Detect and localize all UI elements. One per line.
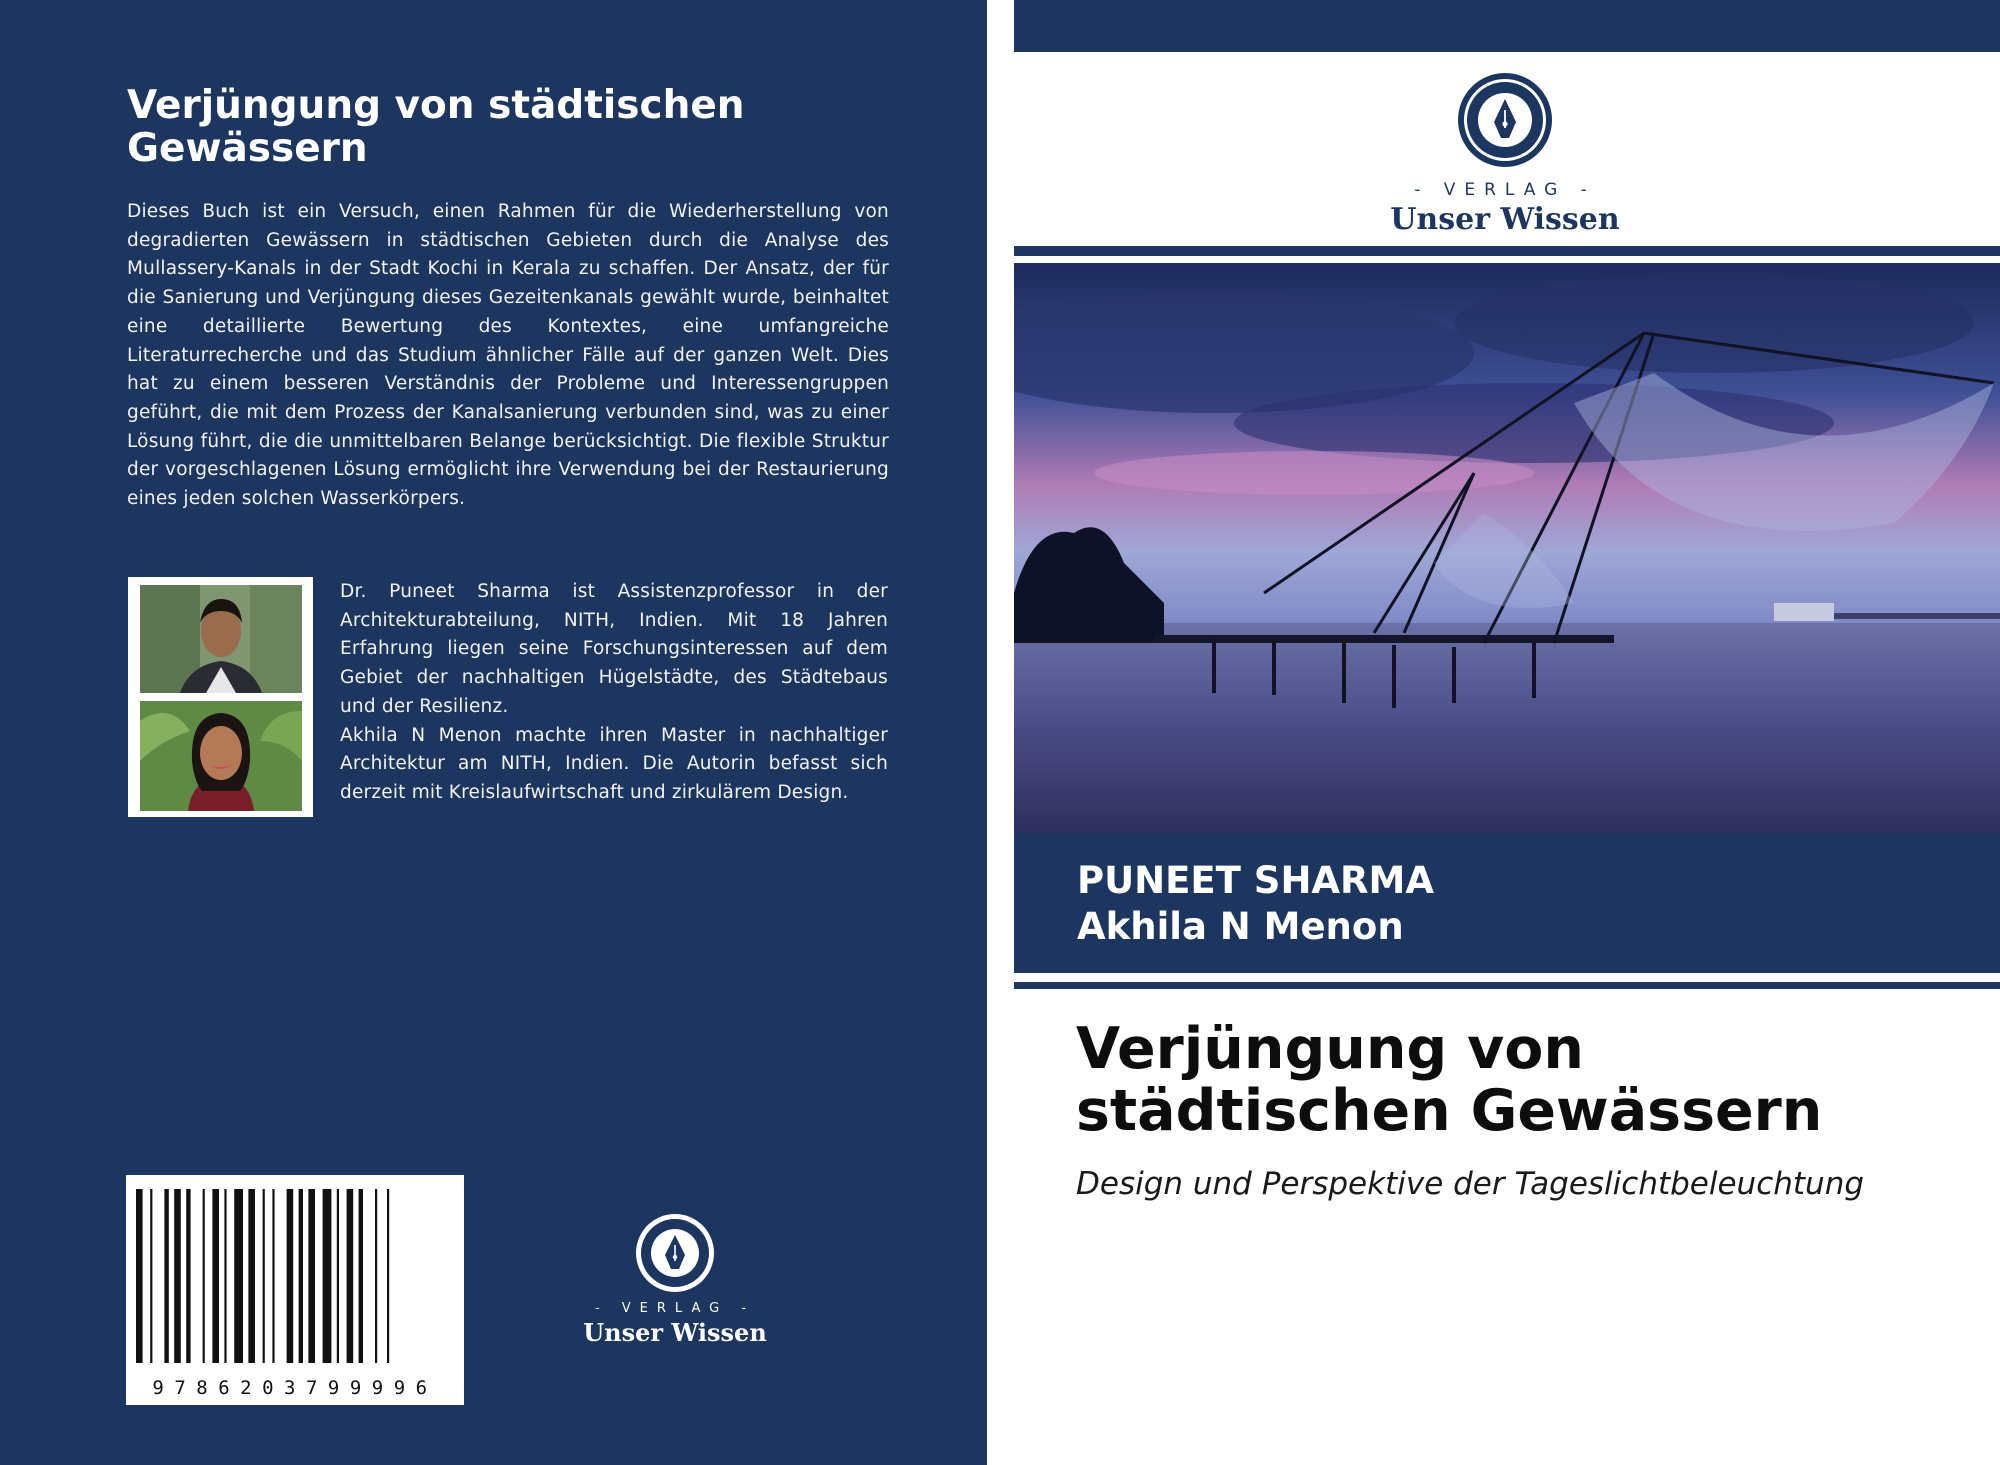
barcode-bar [174,1189,181,1363]
authors-band [1014,833,2000,973]
front-cover-subtitle: Design und Perspektive der Tageslichtbeleuchtung [1076,1166,1865,1202]
front-title-line-2: städtischen Gewässern [1076,1078,1823,1144]
barcode-bar [203,1189,205,1363]
front-publisher-logo [1380,72,1630,237]
pen-nib-seal-icon [1457,72,1553,168]
barcode-bar [272,1189,274,1363]
author-photo-akhila-menon [140,701,302,811]
front-title-line-1: Verjüngung von [1076,1016,1584,1082]
barcode-bar [212,1189,219,1363]
barcode-bar [263,1189,265,1363]
barcode-bar [347,1189,354,1363]
back-logo-brand: Unser Wissen [583,1318,767,1347]
front-rule-top [1014,246,2000,256]
front-cover-title [1076,1018,1976,1142]
barcode-bar [136,1189,143,1363]
isbn-barcode [126,1175,464,1405]
back-cover-title: Verjüngung von städtischen Gewässern [127,83,745,171]
bio-puneet-sharma: Dr. Puneet Sharma ist Assistenzprofessor in der Architekturabteilung, NITH, Indien. Mit 18 Jahren Erfahrung liegen seine Forschungsinteressen auf dem Gebiet der nachhaltigen Hügelstädte, des Städtebaus und der Resilienz. [340,581,888,717]
barcode-bar [224,1189,226,1363]
bio-akhila-menon: Akhila N Menon machte ihren Master in nachhaltiger Architektur am NITH, Indien. Die Autorin befasst sich derzeit mit Kreislaufwirtschaft und zirkulärem Design. [340,724,888,803]
barcode-bar [234,1189,243,1363]
barcode-bar [375,1189,377,1363]
barcode-bar [359,1189,363,1363]
author-puneet-sharma: PUNEET SHARMA [1077,859,1434,902]
author-akhila-menon: Akhila N Menon [1077,905,1404,948]
barcode-bars [126,1175,464,1375]
pen-nib-seal-icon [635,1213,715,1293]
barcode-bar [287,1189,294,1363]
barcode-bar [387,1189,389,1363]
back-logo-verlag: - VERLAG - [594,1301,756,1316]
cover-photo-chinese-fishing-nets [1014,263,2000,833]
author-bios [340,578,888,808]
front-top-band [1014,0,2000,52]
barcode-bar [337,1189,339,1363]
barcode-bar [308,1189,315,1363]
front-logo-verlag: - VERLAG - [1414,180,1596,200]
author-photos [128,577,313,817]
front-logo-brand: Unser Wissen [1390,202,1620,237]
back-publisher-logo [570,1213,780,1347]
back-cover-description: Dieses Buch ist ein Versuch, einen Rahmen für die Wiederherstellung von degradierten Gewässern in städtischen Gebieten durch die Analyse des Mullassery-Kanals in der Stadt Kochi in Kerala zu schaffen. Der Ansatz, der für die Sanierung und Verjüngung dieses Gezeitenkanals gewählt wurde, beinhaltet eine detaillierte Bewertung des Kontextes, eine umfangreiche Literaturrecherche und das Studium ähnlicher Fälle auf der ganzen Welt. Dies hat zu einem besseren Verständnis der Probleme und Interessengruppen geführt, die mit dem Prozess der Kanalsanierung verbunden sind, was zu einer Lösung führt, die die unmittelbaren Belange berücksichtigt. Die flexible Struktur der vorgeschlagenen Lösung ermöglicht ihre Verwendung bei der Restaurierung eines jeden solchen Wasserkörpers. [127,201,889,510]
author-photo-puneet-sharma [140,585,302,693]
barcode-bar [164,1189,168,1363]
barcode-bar [150,1189,152,1363]
back-cover [0,0,987,1465]
spine-gap [987,0,1014,1465]
isbn-number: 9786203799996 [152,1377,438,1399]
barcode-bar [299,1189,303,1363]
front-rule-bottom [1014,982,2000,989]
barcode-bar [248,1189,255,1363]
barcode-bar [186,1189,190,1363]
barcode-bar [323,1189,332,1363]
